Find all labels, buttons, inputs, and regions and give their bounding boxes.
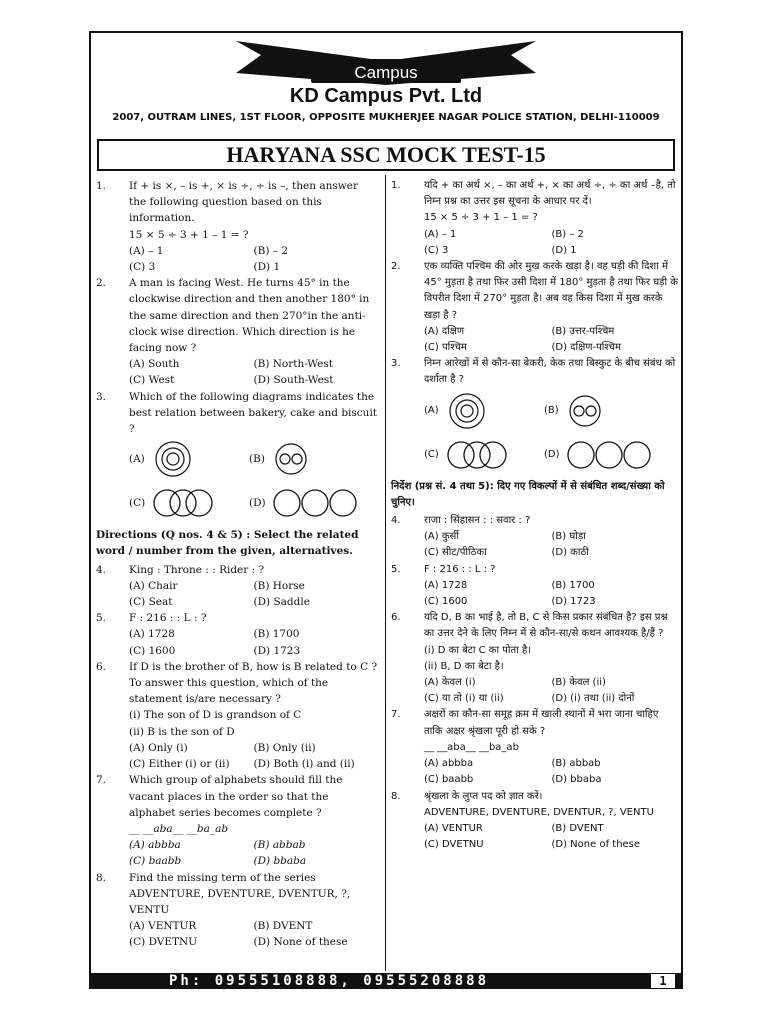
question-text: निम्न आरेखों में से कौन-सा बेकरी, केक तथा बिस्कुट के बीच संबंध को दर्शाता है ?	[424, 358, 676, 386]
question-text: एक व्यक्ति पश्चिम की ओर मुख करके खड़ा है। वह घड़ी की दिशा में 45° मुड़ता है तथा फिर उसी दिशा में 180° मुड़ता है तथा फिर घड़ी के विपरीत दिशा में 270° मुड़ता है। अब वह किस दिशा में मुख करके खड़ा है ?	[424, 261, 678, 321]
option-b: (B) – 2	[551, 228, 584, 240]
option-c: (C) या तो (i) या (ii)	[424, 693, 504, 705]
question-number: 3.	[391, 358, 401, 370]
question-text: A man is facing West. He turns 45° in the clockwise direction and then another 180° in the same direction and then 270°in the anti-clock wise direction. Which direction is he facing now ?	[129, 277, 370, 355]
test-title: HARYANA SSC MOCK TEST-15	[97, 139, 675, 171]
option-c: (C) baabb	[129, 855, 182, 868]
option-d: (D) दक्षिण-पश्चिम	[551, 342, 621, 354]
option-b: (B)	[544, 404, 559, 416]
question-7	[391, 707, 679, 788]
option-d: (D)	[249, 497, 266, 510]
question-text: If D is the brother of B, how is B related to C ? To answer this question, which of the statement is/are necessary ?	[129, 660, 378, 706]
option-a: (A)	[424, 404, 439, 416]
question-1	[391, 178, 679, 259]
option-b: (B) उत्तर-पश्चिम	[551, 325, 615, 337]
question-number: 8.	[391, 790, 401, 802]
option-c: (C)	[424, 448, 439, 460]
question-text: F : 216 : : L : ?	[129, 612, 207, 625]
option-b: (B) Horse	[253, 579, 305, 592]
option-d: (D) काठी	[551, 547, 589, 559]
option-c: (C) 3	[424, 244, 449, 256]
question-number: 4.	[96, 563, 107, 576]
question-text: F : 216 : : L : ?	[424, 563, 496, 575]
option-a: (A) VENTUR	[129, 920, 197, 933]
option-b: (B) abbab	[551, 758, 601, 770]
option-c: (C) सीट/पीठिका	[424, 547, 487, 559]
page-number: 1	[651, 974, 675, 988]
option-d: (D) South-West	[253, 374, 334, 387]
option-d: (D) 1723	[253, 644, 301, 657]
concentric-circles-diagram	[151, 439, 195, 479]
option-a: (A) – 1	[424, 228, 457, 240]
option-c: (C)	[129, 497, 146, 510]
option-a: (A) VENTUR	[424, 822, 483, 834]
logo-script: KD	[375, 44, 397, 59]
question-expression: 15 × 5 ÷ 3 + 1 – 1 = ?	[129, 228, 249, 241]
option-c: (C) DVETNU	[424, 839, 484, 851]
option-d: (D) bbaba	[253, 855, 307, 868]
question-text: Which of the following diagrams indicates the best relation between bakery, cake and biscuit ?	[129, 390, 378, 436]
option-c: (C) baabb	[424, 774, 474, 786]
logo-word: Campus	[354, 63, 418, 82]
option-b: (B) केवल (ii)	[551, 677, 606, 689]
question-text: श्रृंखला के लुप्त पद को ज्ञात करें।	[424, 790, 543, 802]
question-number: 7.	[96, 774, 107, 787]
directions-text: निर्देश (प्रश्न सं. 4 तथा 5): दिए गए विकल्पों में से संबंधित शब्द/संख्या को चुनिए।	[391, 480, 665, 508]
question-1	[96, 178, 378, 275]
question-7	[96, 772, 378, 869]
company-name: KD Campus Pvt. Ltd	[289, 85, 483, 107]
option-c: (C) 3	[129, 261, 156, 274]
option-c: (C) DVETNU	[129, 936, 198, 949]
option-d: (D) 1723	[551, 596, 596, 608]
question-text: अक्षरों का कौन-सा समूह क्रम में खाली स्थानों में भरा जाना चाहिए ताकि अक्षर श्रृंखला पूरी हो सके ?	[424, 709, 659, 737]
option-a: (A) 1728	[129, 628, 175, 641]
question-2	[96, 275, 378, 388]
option-a: (A) 1728	[424, 579, 468, 591]
option-a: (A) दक्षिण	[424, 325, 465, 337]
concentric-circles-diagram	[445, 391, 489, 431]
question-3	[391, 356, 679, 476]
circle-with-two-circles-diagram	[271, 441, 311, 477]
column-divider	[385, 175, 386, 971]
option-b: (B) 1700	[551, 579, 595, 591]
option-c: (C) 1600	[129, 644, 176, 657]
footer-bar	[89, 973, 683, 989]
option-d: (D) None of these	[253, 936, 348, 949]
question-number: 4.	[391, 515, 401, 527]
question-number: 8.	[96, 871, 107, 884]
question-text: राजा : सिंहासन : : सवार : ?	[424, 515, 531, 527]
option-d: (D) Saddle	[253, 596, 310, 609]
page-frame	[89, 31, 683, 989]
option-b: (B) Only (ii)	[253, 741, 316, 754]
option-a: (A) Only (i)	[129, 741, 188, 754]
alphabet-series: __ __aba__ __ba_ab	[129, 822, 229, 835]
option-a: (A) abbba	[424, 758, 474, 770]
statement-2: (ii) B is the son of D	[129, 725, 235, 738]
option-c: (C) पश्चिम	[424, 342, 467, 354]
option-b: (B) 1700	[253, 628, 300, 641]
question-6	[96, 659, 378, 772]
question-expression: 15 × 5 ÷ 3 + 1 – 1 = ?	[424, 212, 538, 224]
question-text: King : Throne : : Rider : ?	[129, 563, 265, 576]
option-d: (D) (i) तथा (ii) दोनों	[551, 693, 635, 705]
statement-1: (i) D का बेटा C का पोता है।	[424, 644, 532, 656]
question-text: Which group of alphabets should fill the vacant places in the order so that the alphabet series becomes complete ?	[129, 774, 343, 819]
header	[91, 33, 681, 133]
option-d: (D) None of these	[551, 839, 641, 851]
option-a: (A) South	[129, 358, 180, 371]
question-number: 2.	[96, 277, 107, 290]
question-number: 3.	[96, 390, 107, 403]
question-number: 1.	[96, 180, 107, 192]
option-c: (C) West	[129, 374, 175, 387]
option-b: (B)	[249, 453, 265, 466]
question-4	[391, 513, 679, 562]
phone-numbers: Ph: 09555108888, 09555208888	[169, 973, 490, 989]
option-b: (B) North-West	[253, 358, 333, 371]
option-b: (B) DVENT	[551, 822, 604, 834]
option-b: (B) DVENT	[253, 920, 313, 933]
statement-2: (ii) B, D का बेटा है।	[424, 660, 504, 672]
question-8	[96, 870, 378, 951]
question-number: 2.	[391, 261, 401, 273]
option-a: (A) abbba	[129, 839, 181, 852]
campus-banner-logo	[91, 33, 681, 89]
question-8	[391, 789, 679, 854]
question-number: 1.	[391, 180, 401, 191]
option-d: (D) Both (i) and (ii)	[253, 758, 355, 771]
circle-with-two-circles-diagram	[565, 393, 605, 429]
option-d: (D)	[544, 448, 560, 460]
option-c: (C) Seat	[129, 596, 173, 609]
company-address: 2007, OUTRAM LINES, 1ST FLOOR, OPPOSITE MUKHERJEE NAGAR POLICE STATION, DELHI-110009	[112, 112, 660, 123]
option-c: (C) Either (i) or (ii)	[129, 758, 230, 771]
directions-text: Directions (Q nos. 4 & 5) : Select the related word / number from the given, alternatives.	[96, 529, 359, 558]
overlapping-circles-diagram	[445, 439, 509, 471]
overlapping-circles-diagram	[151, 487, 215, 519]
question-6	[391, 610, 679, 707]
separate-circles-diagram	[272, 487, 358, 519]
question-text: If + is ×, – is +, × is ÷, ÷ is –, then answer the following question based on this information.	[129, 180, 358, 225]
question-2	[391, 259, 679, 356]
option-d: (D) bbaba	[551, 774, 602, 786]
question-number: 5.	[96, 612, 107, 625]
option-c: (C) 1600	[424, 596, 468, 608]
option-a: (A)	[129, 453, 145, 466]
option-a: (A) केवल (i)	[424, 677, 476, 689]
hindi-column	[391, 178, 679, 853]
option-b: (B) – 2	[253, 244, 289, 257]
question-number: 5.	[391, 563, 401, 575]
option-d: (D) 1	[253, 261, 281, 274]
english-column	[96, 178, 378, 951]
question-3	[96, 389, 378, 526]
alphabet-series: __ __aba__ __ba_ab	[424, 741, 519, 753]
option-a: (A) – 1	[129, 244, 164, 257]
question-number: 6.	[391, 612, 401, 624]
option-a: (A) Chair	[129, 579, 178, 592]
question-4	[96, 562, 378, 611]
question-number: 7.	[391, 709, 401, 721]
statement-1: (i) The son of D is grandson of C	[129, 709, 302, 722]
word-series: ADVENTURE, DVENTURE, DVENTUR, ?, VENTU	[424, 806, 654, 818]
word-series: ADVENTURE, DVENTURE, DVENTUR, ?, VENTU	[129, 887, 351, 916]
option-a: (A) कुर्सी	[424, 531, 459, 543]
question-text: यदि + का अर्थ ×, – का अर्थ +, × का अर्थ ÷, ÷ का अर्थ –है, तो निम्न प्रश्न का उत्तर इस सूचना के आधार पर दें।	[424, 180, 676, 208]
separate-circles-diagram	[566, 439, 652, 471]
option-b: (B) घोड़ा	[551, 531, 586, 543]
option-b: (B) abbab	[253, 839, 306, 852]
option-d: (D) 1	[551, 244, 577, 256]
question-number: 6.	[96, 660, 107, 673]
question-5	[96, 610, 378, 659]
question-5	[391, 562, 679, 611]
question-text: यदि D, B का भाई है, तो B, C से किस प्रकार संबंधित है? इस प्रश्न का उत्तर देने के लिए निम्न में से कौन-सा/से कथन आवश्यक है/हैं ?	[424, 612, 668, 640]
question-text: Find the missing term of the series	[129, 871, 316, 884]
